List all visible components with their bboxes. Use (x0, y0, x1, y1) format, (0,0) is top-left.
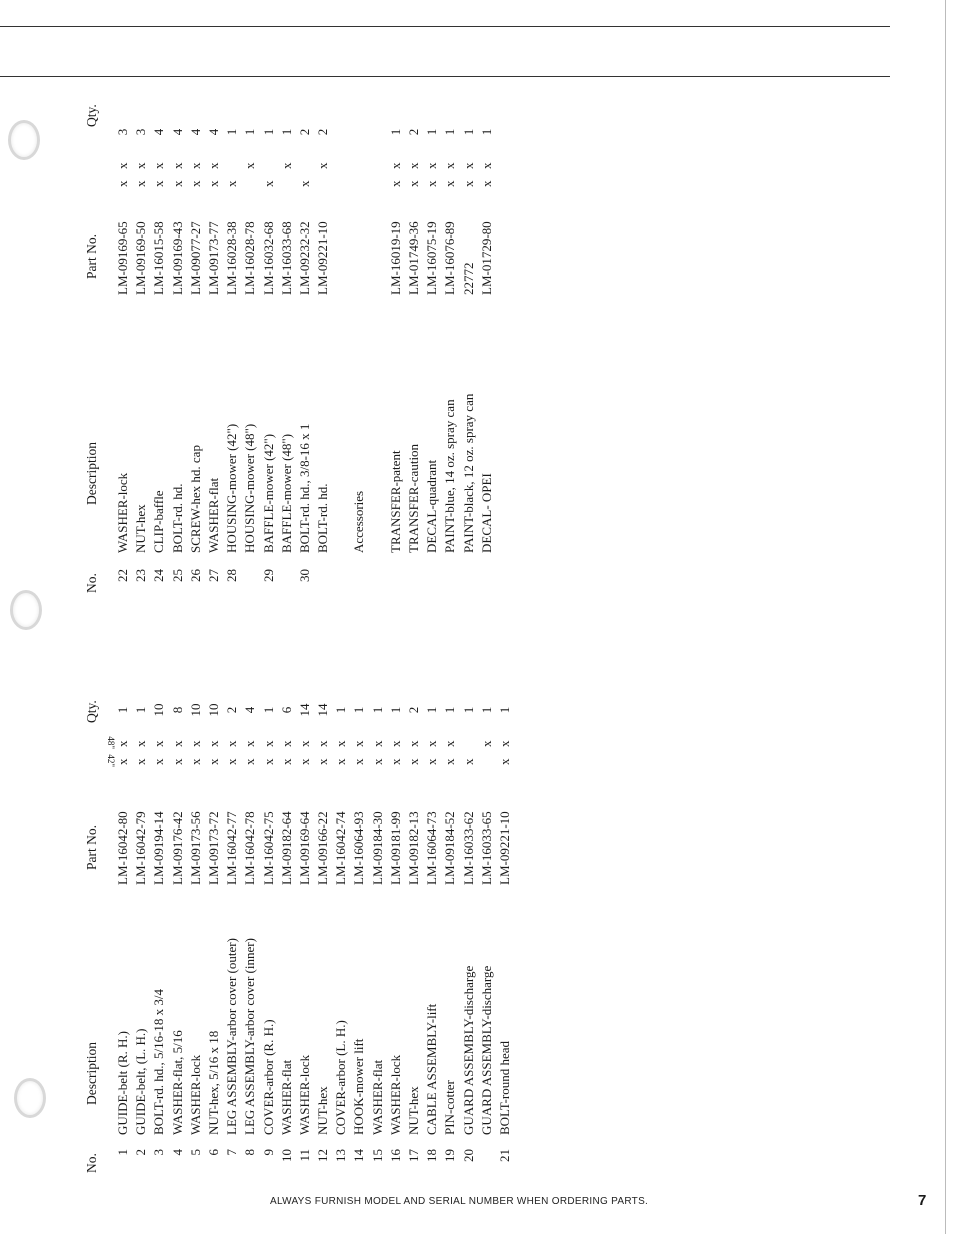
item-description: CLIP-baffle (151, 490, 167, 553)
item-description: WASHER-lock (115, 472, 130, 553)
part-number: LM-16042-79 (133, 811, 149, 885)
table-row (460, 635, 478, 1175)
item-description: WASHER-flat (369, 1059, 385, 1135)
table-row (205, 85, 223, 595)
item-number: 27 (205, 569, 221, 582)
item-description: COVER-arbor (L. H.) (333, 1020, 349, 1135)
quantity: 2 (224, 706, 240, 714)
part-number: LM-09221-10 (496, 811, 512, 885)
model-48-mark: x (424, 162, 440, 169)
quantity: 4 (151, 128, 167, 136)
model-42-mark: x (133, 758, 149, 765)
model-48-mark: x (351, 740, 367, 747)
model-42-mark: x (315, 758, 331, 765)
part-number: LM-16064-73 (424, 811, 440, 885)
model-48-mark: x (151, 162, 167, 169)
quantity: 1 (242, 128, 258, 136)
model-42-mark: x (424, 180, 440, 187)
model-48-mark: x (496, 740, 512, 747)
model-42-mark: x (369, 758, 385, 765)
table-row (387, 85, 405, 595)
item-description: WASHER-flat, 5/16 (169, 1030, 185, 1135)
model-48-mark: x (115, 162, 130, 169)
model-48-mark: x (296, 740, 312, 747)
item-description: BOLT-round head (496, 1040, 512, 1135)
item-description: DECAL-quadrant (424, 459, 440, 553)
quantity: 1 (478, 706, 494, 714)
part-number: LM-16064-93 (351, 811, 367, 885)
model-48-mark: x (169, 162, 185, 169)
table-row (369, 85, 387, 595)
table-row (314, 635, 332, 1175)
table-row (296, 635, 314, 1175)
part-number: LM-16042-75 (260, 811, 276, 885)
item-description: NUT-hex (406, 1086, 421, 1135)
quantity: 4 (205, 128, 221, 136)
model-42-mark: x (187, 180, 203, 187)
item-number: 6 (205, 1149, 221, 1156)
item-description: GUARD ASSEMBLY-discharge (478, 965, 494, 1135)
part-number: LM-09182-64 (278, 811, 294, 885)
item-description: BOLT-rd. hd. (315, 483, 331, 553)
top-rule (0, 26, 890, 27)
parts-panel-left (80, 635, 510, 1175)
model-48-mark: x (187, 162, 203, 169)
header-no: No. (84, 573, 99, 593)
model-48-mark: x (242, 740, 258, 747)
table-row (260, 635, 278, 1175)
quantity: 4 (242, 706, 258, 714)
item-number: 14 (351, 1149, 367, 1162)
item-description: HOUSING-mower (42") (224, 423, 240, 553)
model-48-mark: x (406, 740, 421, 747)
model-42-mark: x (224, 180, 240, 187)
table-row (350, 85, 368, 595)
item-description: NUT-hex (315, 1086, 331, 1135)
item-number: 30 (296, 569, 312, 582)
item-description: PIN-cotter (442, 1080, 458, 1135)
quantity: 1 (442, 128, 458, 136)
quantity: 4 (169, 128, 185, 136)
table-row (241, 635, 259, 1175)
part-number: LM-16042-77 (224, 811, 240, 885)
header-part-no: Part No. (84, 825, 99, 870)
item-description: BAFFLE-mower (48") (278, 433, 294, 553)
part-number: LM-09173-72 (205, 811, 221, 885)
header-rule (0, 76, 890, 77)
part-number: LM-09184-30 (369, 811, 385, 885)
item-number: 4 (169, 1149, 185, 1156)
model-48-mark: x (424, 740, 440, 747)
part-number: LM-09169-43 (169, 221, 185, 295)
model-48-mark: x (187, 740, 203, 747)
table-row (387, 635, 405, 1175)
item-number: 22 (115, 569, 130, 582)
quantity: 1 (278, 128, 294, 136)
table-row (441, 85, 459, 595)
model-42-mark: x (460, 758, 476, 765)
quantity: 1 (260, 706, 276, 714)
table-row (332, 85, 350, 595)
table-row (441, 635, 459, 1175)
item-description: LEG ASSEMBLY-arbor cover (outer) (224, 938, 240, 1135)
part-number: LM-09173-56 (187, 811, 203, 885)
item-description: BOLT-rd. hd. (169, 483, 185, 553)
part-number: LM-16015-58 (151, 221, 167, 295)
quantity: 2 (296, 128, 312, 136)
quantity: 1 (460, 128, 476, 136)
model-48-mark: x (205, 740, 221, 747)
model-48-mark: x (387, 162, 403, 169)
part-number: LM-16028-38 (224, 221, 240, 295)
table-row (296, 85, 314, 595)
model-42-mark: x (187, 758, 203, 765)
table-row (405, 85, 423, 595)
quantity: 2 (406, 128, 421, 136)
item-number: 10 (278, 1149, 294, 1162)
header-part-no: Part No. (84, 234, 99, 279)
model-42-mark: x (496, 758, 512, 765)
item-number: 16 (387, 1149, 403, 1162)
item-number: 7 (224, 1149, 240, 1156)
model-48-mark: x (315, 162, 331, 169)
part-number: LM-09182-13 (406, 811, 421, 885)
item-number: 15 (369, 1149, 385, 1162)
model-48-mark: x (205, 162, 221, 169)
model-48-mark: x (260, 740, 276, 747)
item-number: 24 (151, 569, 167, 582)
model-48-mark: x (224, 740, 240, 747)
item-description: SCREW-hex hd. cap (187, 445, 203, 553)
item-number: 17 (406, 1149, 421, 1162)
table-row (369, 635, 387, 1175)
table-row (223, 635, 241, 1175)
item-number: 3 (151, 1149, 167, 1156)
item-number: 26 (187, 569, 203, 582)
quantity: 1 (351, 706, 367, 714)
model-48-mark: x (242, 162, 258, 169)
item-number: 25 (169, 569, 185, 582)
model-42-mark: x (115, 758, 130, 765)
item-description: NUT-hex (133, 504, 149, 553)
item-number: 18 (424, 1149, 440, 1162)
item-description: GUIDE-belt, (L. H.) (133, 1028, 149, 1135)
table-row (350, 635, 368, 1175)
part-number: LM-16042-74 (333, 811, 349, 885)
item-description: CABLE ASSEMBLY-lift (424, 1003, 440, 1135)
quantity: 2 (406, 706, 421, 714)
parts-rows-right (114, 85, 496, 595)
quantity: 1 (460, 706, 476, 714)
model-42-mark: x (442, 180, 458, 187)
item-description: WASHER-flat (205, 477, 221, 553)
part-number: LM-09194-14 (151, 811, 167, 885)
part-number: LM-09166-22 (315, 811, 331, 885)
quantity: 6 (278, 706, 294, 714)
parts-table (80, 85, 510, 1175)
item-number: 19 (442, 1149, 458, 1162)
model-48-mark: x (115, 740, 130, 747)
model-42-mark: x (333, 758, 349, 765)
item-number: 21 (496, 1149, 512, 1162)
model-48-mark: x (278, 162, 294, 169)
part-number: LM-16019-19 (387, 221, 403, 295)
item-description: BOLT-rd. hd., 5/16-18 x 3/4 (151, 988, 167, 1135)
item-description: PAINT-black, 12 oz. spray can (460, 393, 476, 553)
item-number: 11 (296, 1149, 312, 1162)
binder-hole-top (8, 120, 40, 160)
table-row (496, 635, 514, 1175)
quantity: 1 (478, 128, 494, 136)
part-number: LM-16076-89 (442, 221, 458, 295)
quantity: 4 (187, 128, 203, 136)
part-number: LM-16042-78 (242, 811, 258, 885)
part-number: LM-09077-27 (187, 221, 203, 295)
item-number: 12 (315, 1149, 331, 1162)
table-row (169, 85, 187, 595)
table-row (478, 85, 496, 595)
quantity: 1 (424, 128, 440, 136)
quantity: 8 (169, 706, 185, 714)
table-row (187, 85, 205, 595)
model-48-mark: x (387, 740, 403, 747)
model-42-mark: x (260, 758, 276, 765)
part-number: LM-16032-68 (260, 221, 276, 295)
item-number: 20 (460, 1149, 476, 1162)
quantity: 1 (369, 706, 385, 714)
model-48-mark: x (278, 740, 294, 747)
model-42-mark: x (278, 758, 294, 765)
model-48-mark: x (478, 162, 494, 169)
table-row (187, 635, 205, 1175)
part-number: LM-09173-77 (205, 221, 221, 295)
item-description: BAFFLE-mower (42") (260, 433, 276, 553)
binder-hole-bottom (14, 1078, 46, 1118)
header-description: Description (84, 1042, 99, 1105)
item-description: BOLT-rd. hd., 3/8-16 x 1 (296, 423, 312, 553)
table-row (278, 85, 296, 595)
table-row (132, 85, 150, 595)
item-number: 1 (115, 1149, 130, 1156)
item-number: 28 (224, 569, 240, 582)
part-number: LM-09169-65 (115, 221, 130, 295)
table-row (260, 85, 278, 595)
table-row (150, 635, 168, 1175)
item-number: 13 (333, 1149, 349, 1162)
quantity: 1 (133, 706, 149, 714)
item-description: NUT-hex, 5/16 x 18 (205, 1030, 221, 1135)
quantity: 1 (115, 706, 130, 714)
item-description: HOUSING-mower (48") (242, 423, 258, 553)
model-42-mark: x (296, 180, 312, 187)
parts-rows-left (114, 635, 514, 1175)
model-42-mark: x (351, 758, 367, 765)
model-48-mark: x (442, 740, 458, 747)
page-edge (945, 0, 946, 1234)
part-number: LM-16028-78 (242, 221, 258, 295)
table-row (169, 635, 187, 1175)
table-row (241, 85, 259, 595)
table-row (132, 635, 150, 1175)
model-42-mark: x (151, 758, 167, 765)
item-description: WASHER-lock (187, 1054, 203, 1135)
model-42-mark: x (442, 758, 458, 765)
table-row (423, 635, 441, 1175)
item-number: 8 (242, 1149, 258, 1156)
model-48-mark: x (315, 740, 331, 747)
model-42-mark: x (133, 180, 149, 187)
quantity: 1 (333, 706, 349, 714)
model-48-mark: x (406, 162, 421, 169)
quantity: 1 (260, 128, 276, 136)
model-48-mark: x (460, 162, 476, 169)
model-48-mark: x (151, 740, 167, 747)
part-number: LM-09181-99 (387, 811, 403, 885)
item-number: 9 (260, 1149, 276, 1156)
quantity: 3 (133, 128, 149, 136)
part-number: LM-09169-50 (133, 221, 149, 295)
model-42-mark: x (224, 758, 240, 765)
model-48-mark: x (133, 162, 149, 169)
header-model-42: 42" (106, 754, 116, 767)
quantity: 1 (424, 706, 440, 714)
part-number: LM-09221-10 (315, 221, 331, 295)
table-row (423, 85, 441, 595)
table-row (478, 635, 496, 1175)
item-description: DECAL- OPEI (478, 473, 494, 553)
part-number: 22772 (460, 262, 476, 295)
quantity: 1 (224, 128, 240, 136)
model-48-mark: x (369, 740, 385, 747)
model-42-mark: x (387, 758, 403, 765)
model-48-mark: x (478, 740, 494, 747)
quantity: 14 (296, 703, 312, 717)
item-description: GUIDE-belt (R. H.) (115, 1031, 130, 1135)
model-42-mark: x (460, 180, 476, 187)
header-model-48: 48" (106, 736, 116, 749)
table-row (114, 85, 132, 595)
table-row (278, 635, 296, 1175)
part-number: LM-16075-19 (424, 221, 440, 295)
model-42-mark: x (406, 180, 421, 187)
table-row (223, 85, 241, 595)
model-48-mark: x (442, 162, 458, 169)
item-description: TRANSFER-patent (387, 450, 403, 553)
model-42-mark: x (387, 180, 403, 187)
model-42-mark: x (478, 180, 494, 187)
quantity: 14 (315, 703, 331, 717)
quantity: 10 (205, 703, 221, 717)
model-42-mark: x (242, 758, 258, 765)
header-no: No. (84, 1153, 99, 1173)
item-description: TRANSFER-caution (406, 443, 421, 553)
quantity: 1 (496, 706, 512, 714)
header-qty: Qty. (84, 700, 99, 723)
page-number: 7 (918, 1192, 927, 1209)
item-description: WASHER-lock (387, 1054, 403, 1135)
item-description: PAINT-blue, 14 oz. spray can (442, 399, 458, 553)
table-row (205, 635, 223, 1175)
model-42-mark: x (260, 180, 276, 187)
table-row (150, 85, 168, 595)
part-number: LM-09184-52 (442, 811, 458, 885)
model-42-mark: x (169, 758, 185, 765)
part-number: LM-09169-64 (296, 811, 312, 885)
model-42-mark: x (169, 180, 185, 187)
parts-panel-right (80, 85, 510, 595)
table-row (460, 85, 478, 595)
quantity: 10 (151, 703, 167, 717)
part-number: LM-01729-80 (478, 221, 494, 295)
quantity: 1 (387, 128, 403, 136)
item-description: WASHER-flat (278, 1059, 294, 1135)
item-number: 5 (187, 1149, 203, 1156)
header-qty: Qty. (84, 104, 99, 127)
part-number: LM-16033-62 (460, 811, 476, 885)
model-42-mark: x (115, 180, 130, 187)
model-48-mark: x (333, 740, 349, 747)
table-row (332, 635, 350, 1175)
item-number: 2 (133, 1149, 149, 1156)
part-number: LM-09232-32 (296, 221, 312, 295)
footer-note: ALWAYS FURNISH MODEL AND SERIAL NUMBER WHEN ORDERING PARTS. (270, 1196, 649, 1207)
header-description: Description (84, 442, 99, 505)
item-description: LEG ASSEMBLY-arbor cover (inner) (242, 938, 258, 1135)
item-number: 23 (133, 569, 149, 582)
part-number: LM-01749-36 (406, 221, 421, 295)
model-42-mark: x (296, 758, 312, 765)
item-description: COVER-arbor (R. H.) (260, 1019, 276, 1135)
model-42-mark: x (406, 758, 421, 765)
quantity: 1 (442, 706, 458, 714)
part-number: LM-09176-42 (169, 811, 185, 885)
model-48-mark: x (169, 740, 185, 747)
part-number: LM-16033-68 (278, 221, 294, 295)
item-description: WASHER-lock (296, 1054, 312, 1135)
quantity: 1 (387, 706, 403, 714)
part-number: LM-16033-65 (478, 811, 494, 885)
table-row (405, 635, 423, 1175)
model-48-mark: x (133, 740, 149, 747)
item-number: 29 (260, 569, 276, 582)
table-row (114, 635, 132, 1175)
quantity: 10 (187, 703, 203, 717)
model-42-mark: x (151, 180, 167, 187)
item-description: HOOK-mower lift (351, 1038, 367, 1135)
binder-hole-middle (10, 590, 42, 630)
item-description: Accessories (351, 490, 367, 553)
model-42-mark: x (205, 180, 221, 187)
model-42-mark: x (205, 758, 221, 765)
part-number: LM-16042-80 (115, 811, 130, 885)
quantity: 3 (115, 128, 130, 136)
quantity: 2 (315, 128, 331, 136)
model-42-mark: x (424, 758, 440, 765)
table-row (314, 85, 332, 595)
item-description: GUARD ASSEMBLY-discharge (460, 965, 476, 1135)
